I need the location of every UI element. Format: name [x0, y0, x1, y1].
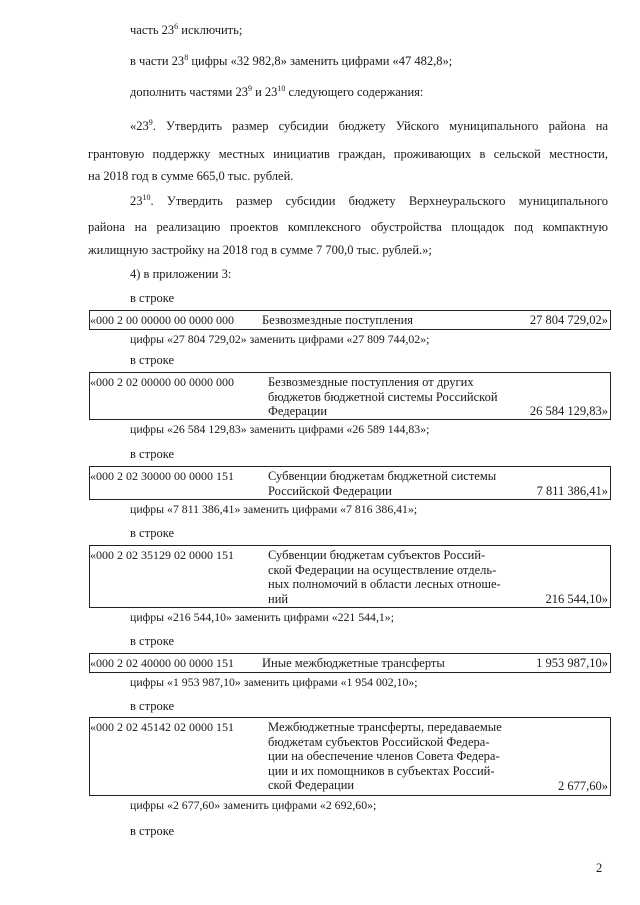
- in-line-label: в строке: [130, 291, 175, 305]
- replace-instruction: цифры «2 677,60» заменить цифрами «2 692,60»;: [130, 798, 377, 812]
- budget-line-box: [89, 545, 611, 608]
- replace-instruction: цифры «26 584 129,83» заменить цифрами «26 589 144,83»;: [130, 422, 430, 436]
- replace-instruction: цифры «27 804 729,02» заменить цифрами «27 809 744,02»;: [130, 332, 430, 346]
- budget-description: Иные межбюджетные трансферты: [262, 656, 445, 670]
- budget-code: «000 2 02 40000 00 0000 151: [90, 656, 234, 670]
- budget-amount: 27 804 729,02»: [529, 313, 608, 327]
- in-line-label: в строке: [130, 824, 175, 838]
- in-line-label: в строке: [130, 526, 175, 540]
- para-23-10-line1: $23^{10}$. Утвердить размер субсидии бюджету Верхнеуральского муниципального: [130, 192, 608, 208]
- budget-description: Субвенции бюджетам бюджетной системы Российской Федерации: [268, 469, 497, 498]
- para-23-10-line3: жилищную застройку на 2018 год в сумме 7 700,0 тыс. рублей.»;: [88, 243, 432, 257]
- line-part-23-6: часть $23^6$ исключить;: [130, 21, 243, 37]
- budget-description: Безвозмездные поступления от других бюджетов бюджетной системы Российской Федерации: [268, 375, 498, 418]
- in-line-label: в строке: [130, 699, 175, 713]
- budget-description: Субвенции бюджетам субъектов Россий- ской Федерации на осуществление отдель- ных полномочий в области лесных отноше- ний: [268, 548, 501, 606]
- budget-code: «000 2 02 30000 00 0000 151: [90, 469, 234, 483]
- line-part-23-8: в части $23^8$ цифры «32 982,8» заменить цифрами «47 482,8»;: [130, 52, 453, 68]
- budget-amount: 7 811 386,41»: [536, 484, 608, 498]
- budget-line-box: [89, 717, 611, 796]
- replace-instruction: цифры «1 953 987,10» заменить цифрами «1 954 002,10»;: [130, 675, 418, 689]
- para-23-9-line3: на 2018 год в сумме 665,0 тыс. рублей.: [88, 169, 294, 183]
- page-number: 2: [596, 861, 603, 875]
- in-line-label: в строке: [130, 634, 175, 648]
- budget-code: «000 2 00 00000 00 0000 000: [90, 313, 234, 327]
- para-23-9-line1: «$23^9$. Утвердить размер субсидии бюджету Уйского муниципального района на: [130, 117, 608, 133]
- budget-line-box: [89, 372, 611, 420]
- replace-instruction: цифры «216 544,10» заменить цифрами «221 544,1»;: [130, 610, 394, 624]
- budget-amount: 216 544,10»: [545, 592, 608, 606]
- replace-instruction: цифры «7 811 386,41» заменить цифрами «7 816 386,41»;: [130, 502, 418, 516]
- para-23-10-line2: района на реализацию проектов комплексного обустройства площадок под компактную: [88, 220, 608, 234]
- appendix-heading: 4) в приложении 3:: [130, 267, 232, 281]
- budget-line-box: [89, 653, 611, 673]
- budget-line-box: [89, 466, 611, 500]
- budget-code: «000 2 02 00000 00 0000 000: [90, 375, 234, 389]
- budget-description: Межбюджетные трансферты, передаваемые бюджетам субъектов Российской Федера- ции на обеспечение членов Совета Федера- ции и их помощников в субъектах Россий- ской Федерации: [268, 720, 502, 792]
- para-23-9-line2: грантовую поддержку местных инициатив граждан, проживающих в сельской местности,: [88, 147, 608, 161]
- budget-amount: 26 584 129,83»: [529, 404, 608, 418]
- line-add-parts: дополнить частями $23^9$ и $23^{10}$ следующего содержания:: [130, 83, 424, 99]
- budget-line-box: [89, 310, 611, 330]
- budget-amount: 2 677,60»: [558, 779, 608, 793]
- budget-description: Безвозмездные поступления: [262, 313, 414, 327]
- budget-code: «000 2 02 35129 02 0000 151: [90, 548, 234, 562]
- budget-code: «000 2 02 45142 02 0000 151: [90, 720, 234, 734]
- in-line-label: в строке: [130, 353, 175, 367]
- budget-amount: 1 953 987,10»: [536, 656, 608, 670]
- in-line-label: в строке: [130, 447, 175, 461]
